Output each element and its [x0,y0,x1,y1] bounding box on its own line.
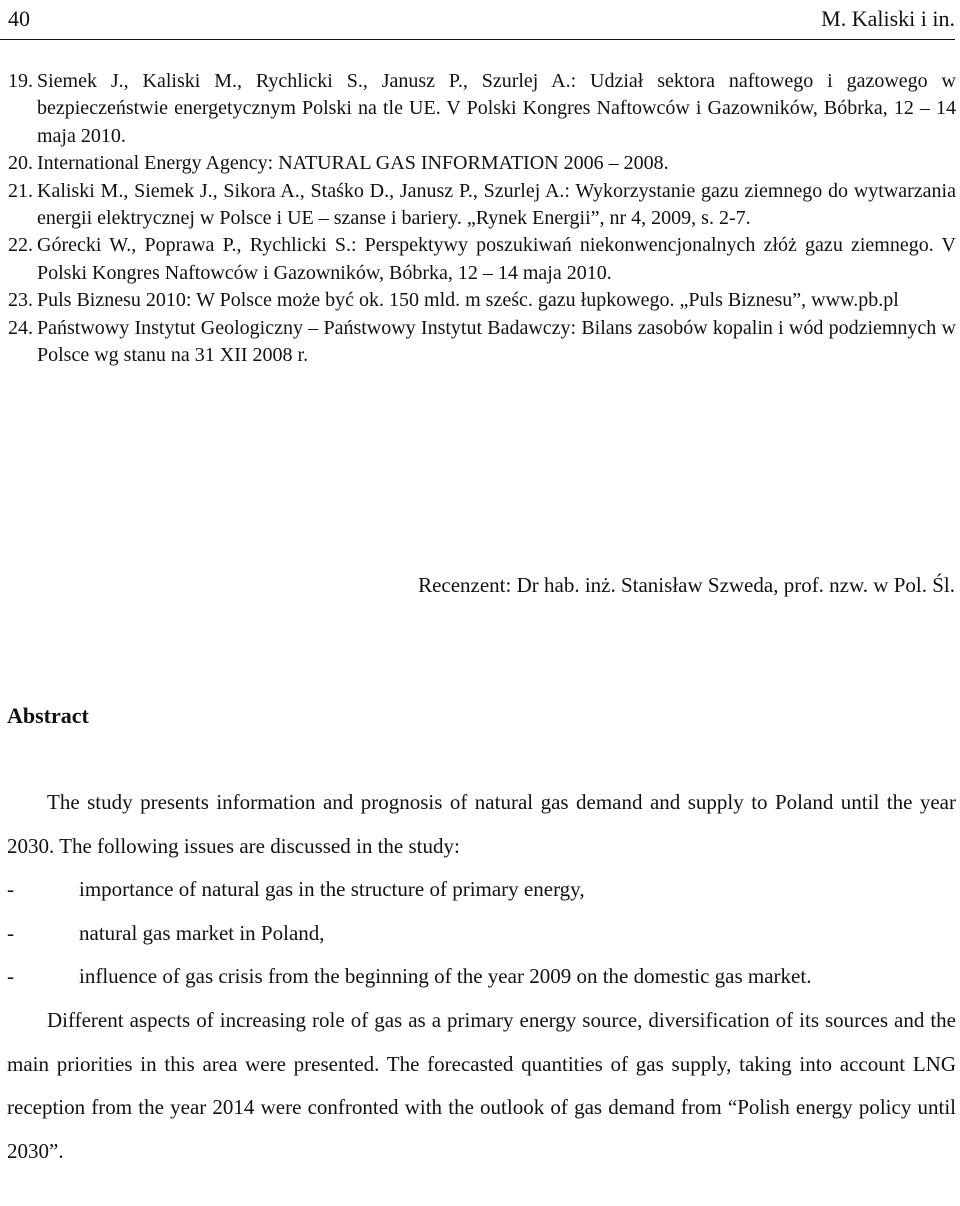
list-dash: - [7,877,14,902]
abstract-intro: The study presents information and prognosis of natural gas demand and supply to Poland until the year 2030. The following issues are discussed in the study: [7,790,956,858]
page-number: 40 [8,6,30,31]
list-dash: - [7,964,14,989]
reference-number: 19. [8,70,33,92]
reference-item [8,68,956,150]
abstract-heading: Abstract [7,703,89,728]
reference-number: 22. [8,234,33,257]
reference-item [8,178,956,233]
reference-list [8,68,956,369]
reference-text: International Energy Agency: NATURAL GAS INFORMATION 2006 – 2008. [37,152,669,175]
reference-text: Siemek J., Kaliski M., Rychlicki S., Janusz P., Szurlej A.: Udział sektora naftowego i gazowego w bezpieczeństwie energetycznym Polski na tle UE. V Polski Kongres Naftowców i Gazowników, Bóbrka, 12 – 14 maja 2010. [37,70,956,147]
issue-text: natural gas market in Poland, [79,920,325,945]
running-head: M. Kaliski i in. [821,6,955,31]
reviewer-note: Recenzent: Dr hab. inż. Stanisław Szweda, prof. nzw. w Pol. Śl. [418,573,955,597]
abstract-issue-item [7,955,956,999]
reference-item [8,315,956,370]
reference-text: Kaliski M., Siemek J., Sikora A., Staśko D., Janusz P., Szurlej A.: Wykorzystanie gazu ziemnego do wytwarzania energii elektrycznej w Polsce i UE – szanse i bariery. „Rynek Energii”, nr 4, 2009, s. 2-7. [37,179,956,230]
reference-number: 20. [8,152,33,175]
issue-text: influence of gas crisis from the beginning of the year 2009 on the domestic gas market. [79,964,812,989]
reference-number: 23. [8,289,33,312]
abstract-issue-item [7,868,956,912]
reference-number: 24. [8,316,33,339]
reference-text: Górecki W., Poprawa P., Rychlicki S.: Perspektywy poszukiwań niekonwencjonalnych złóż gazu ziemnego. V Polski Kongres Naftowców i Gazowników, Bóbrka, 12 – 14 maja 2010. [37,234,956,284]
abstract-body [7,781,956,1173]
reference-number: 21. [8,179,33,202]
abstract-issue-item [7,912,956,956]
reference-item [8,150,956,177]
abstract-issue-list [7,868,956,999]
reference-text: Puls Biznesu 2010: W Polsce może być ok. 150 mld. m sześc. gazu łupkowego. „Puls Biznesu”, www.pb.pl [37,289,899,312]
abstract-conclusion: Different aspects of increasing role of gas as a primary energy source, diversification of its sources and the main priorities in this area were presented. The forecasted quantities of gas supply, taking into account LNG reception from the year 2014 were confronted with the outlook of gas demand from “Polish energy policy until 2030”. [7,1007,956,1163]
header-rule [0,39,955,40]
reference-item [8,232,956,287]
reference-item [8,287,956,314]
issue-text: importance of natural gas in the structure of primary energy, [79,877,585,902]
list-dash: - [7,920,14,945]
page-header [0,0,955,40]
reference-text: Państwowy Instytut Geologiczny – Państwowy Instytut Badawczy: Bilans zasobów kopalin i wód podziemnych w Polsce wg stanu na 31 XII 2008 r. [37,316,956,367]
